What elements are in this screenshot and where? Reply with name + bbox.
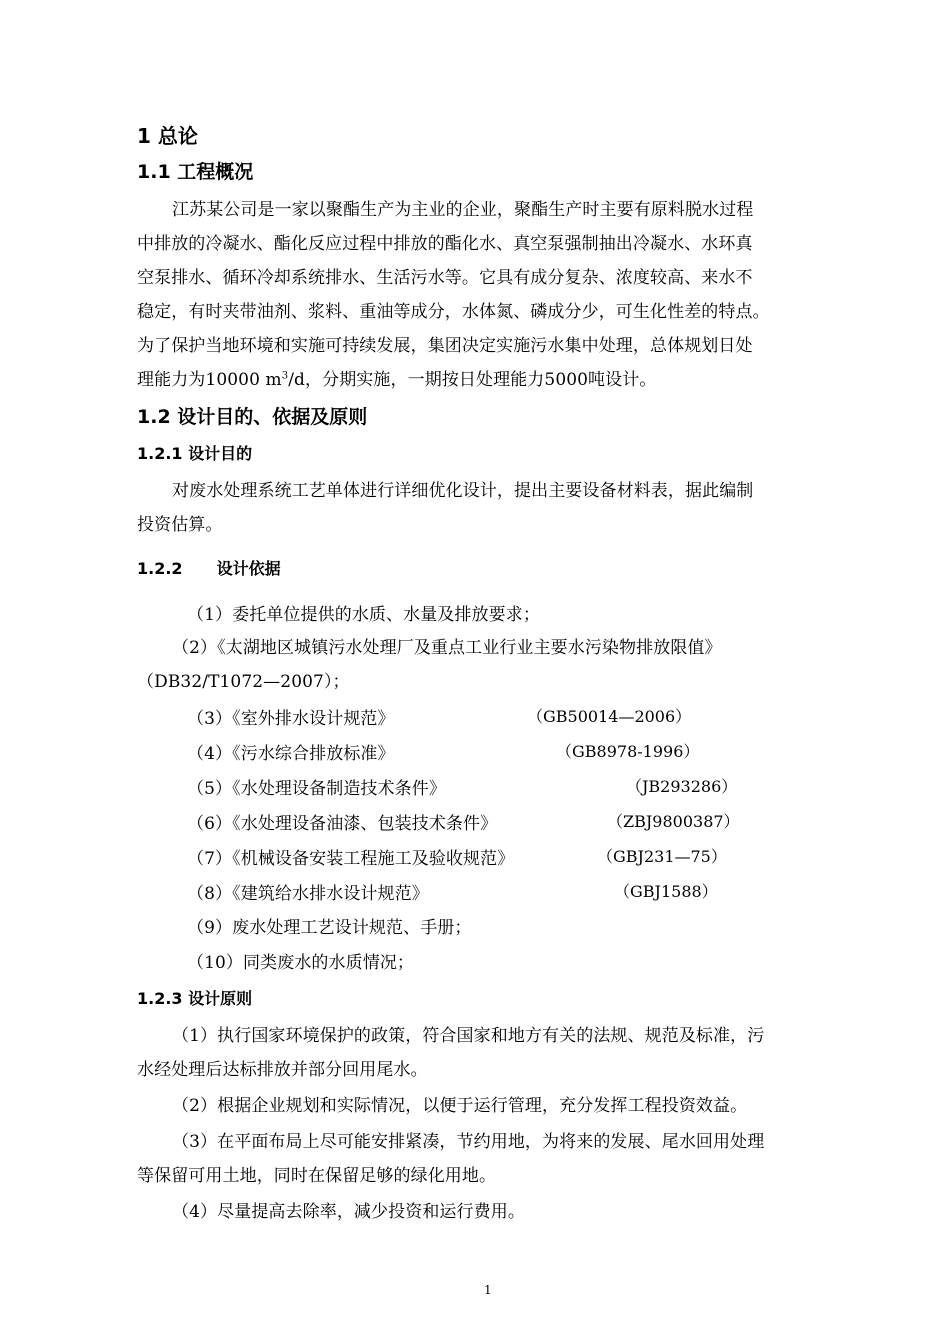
- principle-2: （2）根据企业规划和实际情况，以便于运行管理，充分发挥工程投资效益。: [172, 1096, 748, 1116]
- basis-item-9: （9）废水处理工艺设计规范、手册；: [187, 918, 472, 938]
- basis-ref-title: （8）《建筑给水排水设计规范》: [187, 884, 429, 904]
- basis-ref-code: （ZBJ9800387）: [607, 812, 740, 831]
- basis-ref-code: （GB8978-1996）: [556, 742, 700, 761]
- heading-1-2-1: 1.2.1 设计目的: [137, 444, 253, 463]
- basis-ref-code: （GBJ231—75）: [597, 847, 727, 866]
- basis-ref-title: （6）《水处理设备油漆、包装技术条件》: [187, 814, 498, 834]
- heading-1-2-3: 1.2.3 设计原则: [137, 989, 253, 1008]
- principle-4: （4）尽量提高去除率，减少投资和运行费用。: [172, 1202, 525, 1222]
- basis-ref-title: （7）《机械设备安装工程施工及验收规范》: [187, 849, 515, 869]
- intro-line: 空泵排水、循环冷却系统排水、生活污水等。它具有成分复杂、浓度较高、来水不: [137, 268, 753, 288]
- purpose-line: 对废水处理系统工艺单体进行详细优化设计，提出主要设备材料表，据此编制: [172, 481, 754, 501]
- intro-line: 稳定，有时夹带油剂、浆料、重油等成分，水体氮、磷成分少，可生化性差的特点。: [137, 302, 770, 322]
- heading-chapter-1: 1 总论: [137, 124, 198, 148]
- principle-3: （3）在平面布局上尽可能安排紧凑，节约用地，为将来的发展、尾水回用处理: [172, 1132, 765, 1152]
- heading-1-2: 1.2 设计目的、依据及原则: [137, 406, 368, 428]
- principle-1: （1）执行国家环境保护的政策，符合国家和地方有关的法规、规范及标准，污: [172, 1026, 765, 1046]
- basis-item-10: （10）同类废水的水质情况；: [187, 953, 415, 973]
- basis-item-2: （2）《太湖地区城镇污水处理厂及重点工业行业主要水污染物排放限值》: [172, 638, 722, 658]
- heading-1-2-2-number: 1.2.2: [137, 559, 183, 578]
- basis-ref-code: （JB293286）: [626, 777, 738, 796]
- intro-last-before: 理能力为10000 m: [137, 370, 282, 390]
- basis-item-2-code: （DB32/T1072—2007）；: [137, 672, 350, 692]
- basis-ref-code: （GB50014—2006）: [527, 707, 692, 726]
- page-number: 1: [484, 1283, 492, 1297]
- principle-1-cont: 水经处理后达标排放并部分回用尾水。: [137, 1060, 428, 1080]
- purpose-line: 投资估算。: [137, 515, 223, 535]
- intro-line: 江苏某公司是一家以聚酯生产为主业的企业，聚酯生产时主要有原料脱水过程: [172, 200, 754, 220]
- basis-ref-code: （GBJ1588）: [614, 882, 718, 901]
- heading-1-1: 1.1 工程概况: [137, 161, 254, 183]
- intro-line-last: [137, 365, 656, 390]
- intro-line: 为了保护当地环境和实施可持续发展，集团决定实施污水集中处理，总体规划日处: [137, 336, 753, 356]
- principle-3-cont: 等保留可用土地，同时在保留足够的绿化用地。: [137, 1166, 497, 1186]
- basis-ref-title: （4）《污水综合排放标准》: [187, 744, 395, 764]
- basis-item-1: （1）委托单位提供的水质、水量及排放要求；: [187, 605, 540, 625]
- heading-1-2-2-title: 设计依据: [216, 559, 281, 578]
- heading-1-2-2: [137, 556, 281, 579]
- basis-ref-title: （3）《室外排水设计规范》: [187, 709, 395, 729]
- superscript-3: 3: [281, 370, 289, 382]
- basis-ref-title: （5）《水处理设备制造技术条件》: [187, 779, 446, 799]
- intro-line: 中排放的冷凝水、酯化反应过程中排放的酯化水、真空泵强制抽出冷凝水、水环真: [137, 234, 753, 254]
- intro-last-after: /d，分期实施，一期按日处理能力5000吨设计。: [288, 370, 657, 390]
